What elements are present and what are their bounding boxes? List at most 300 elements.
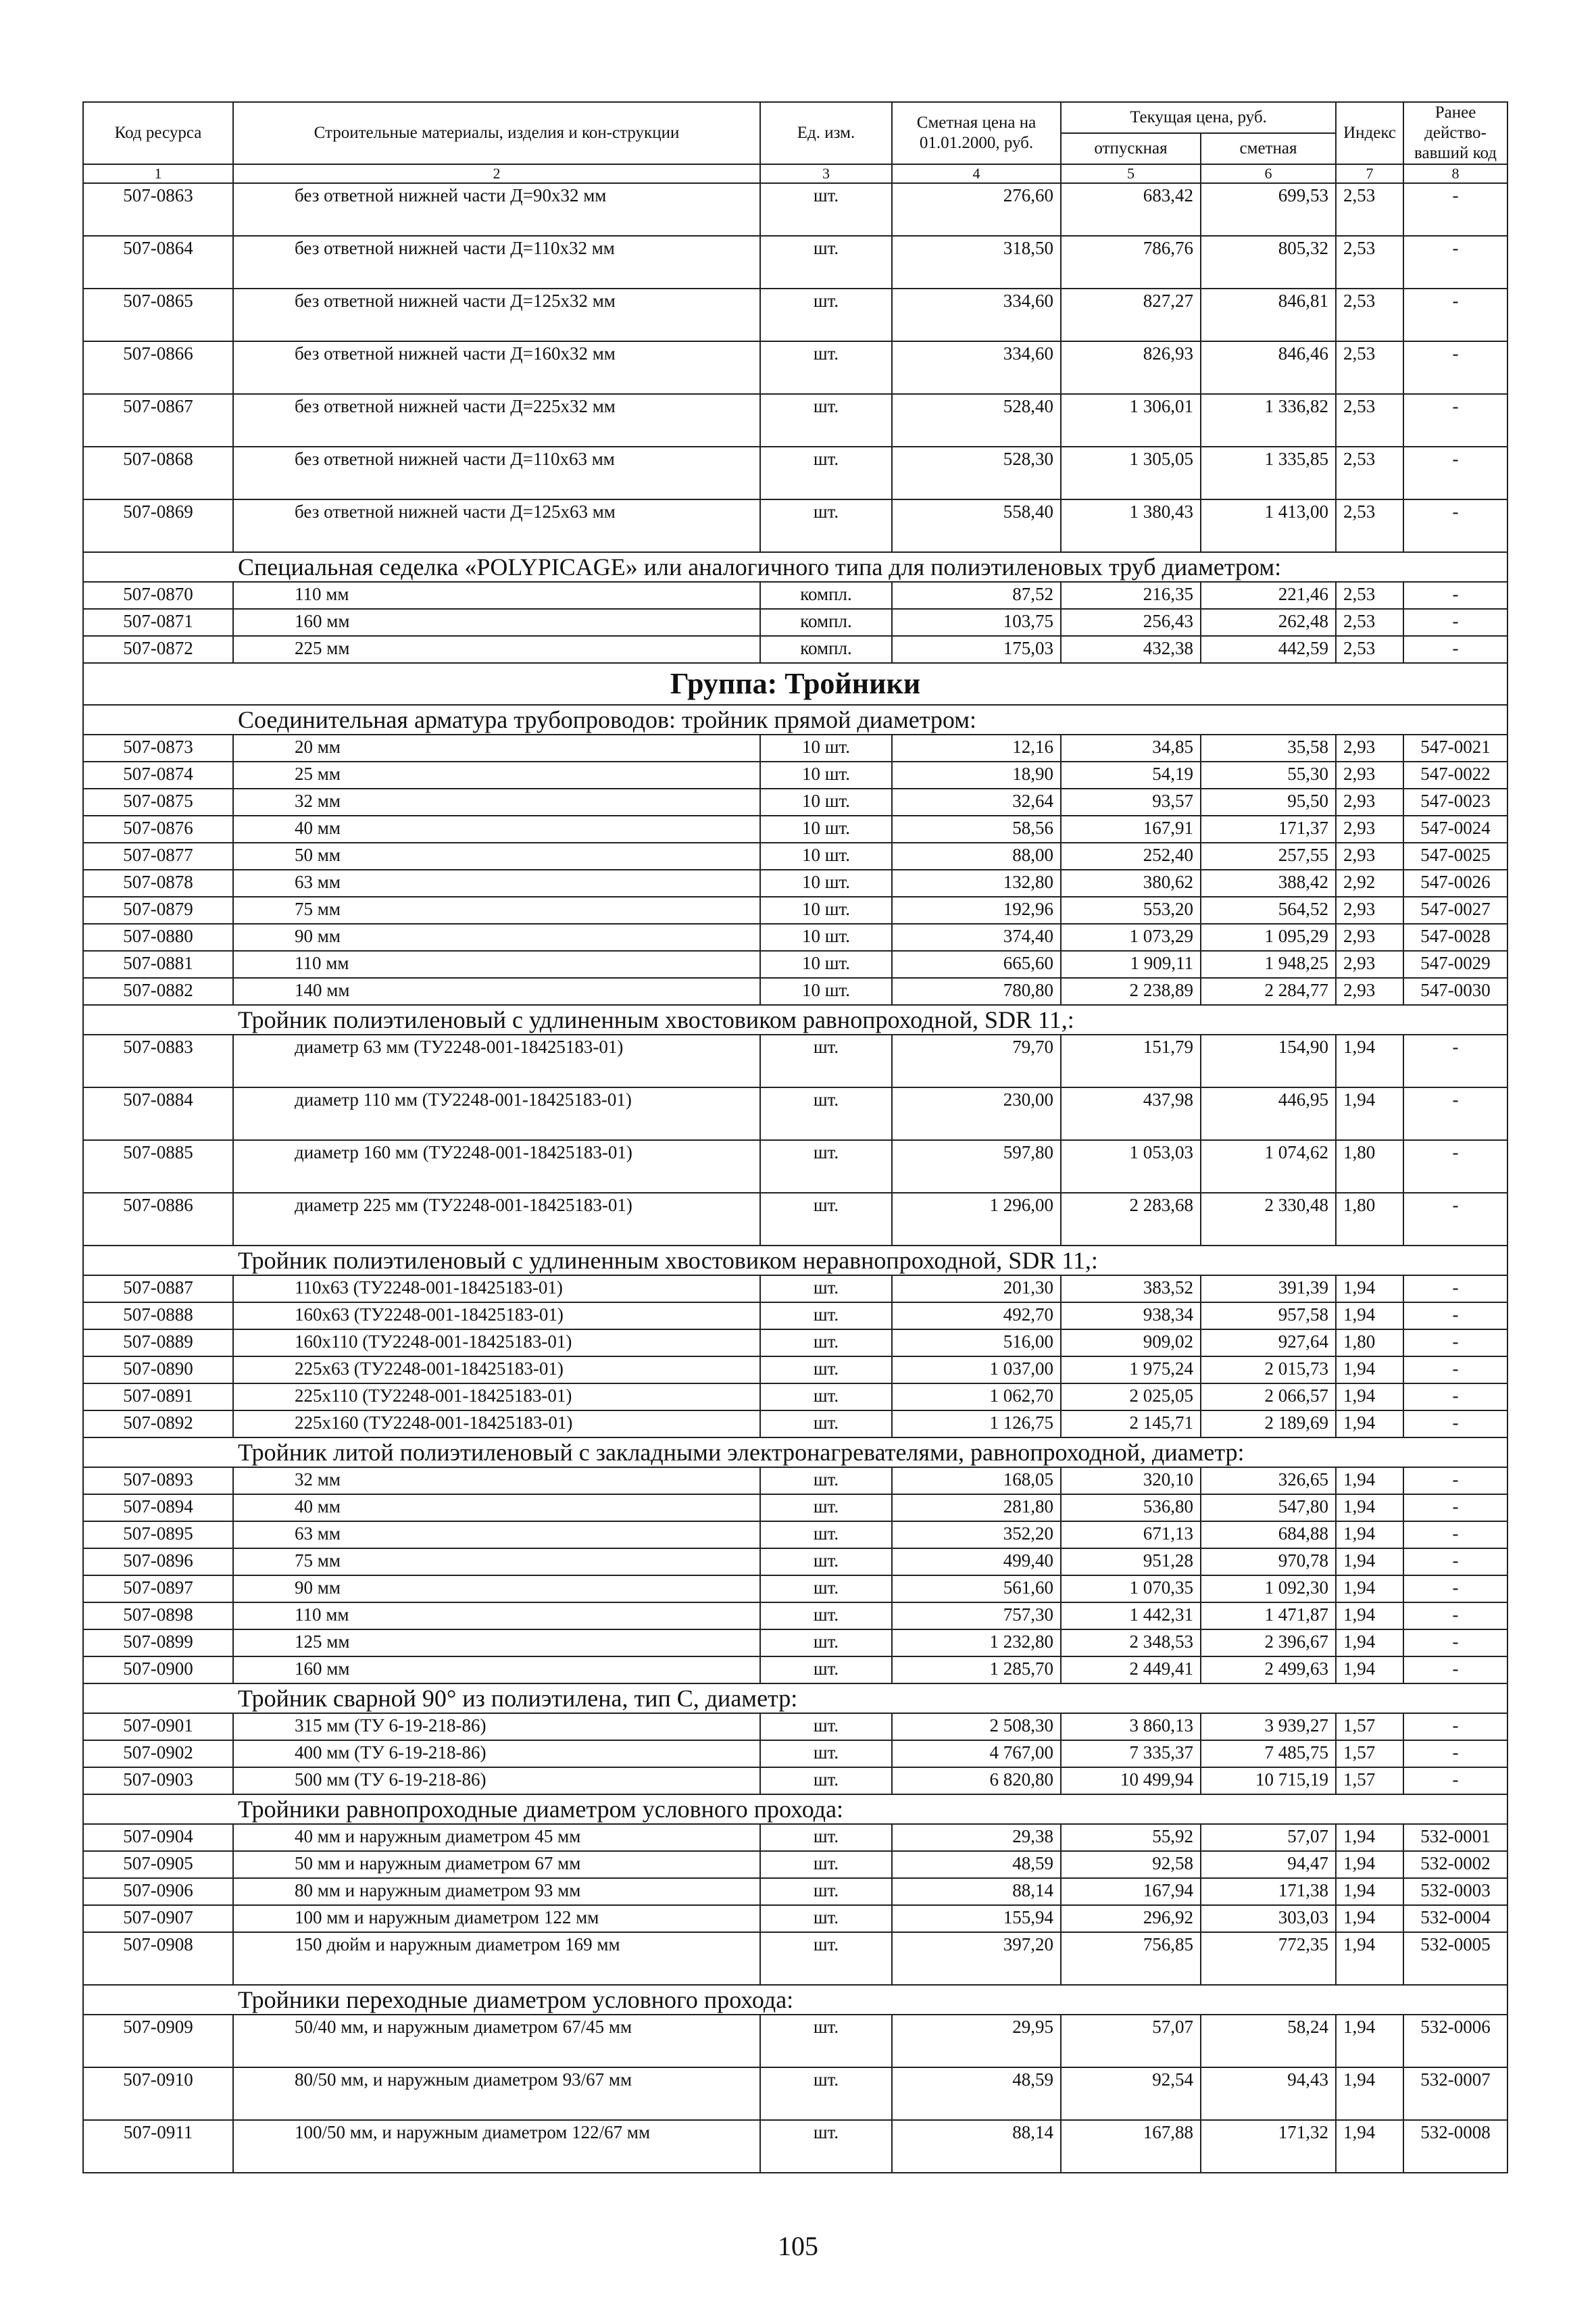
previous-code-cell: -	[1403, 1602, 1507, 1629]
unit-cell: шт.	[760, 447, 892, 499]
release-price-cell: 683,42	[1061, 183, 1201, 236]
resource-code-cell: 507-0899	[83, 1629, 233, 1656]
resource-code-cell: 507-0894	[83, 1494, 233, 1521]
table-row	[83, 499, 1507, 552]
material-name-cell: 160 мм	[233, 609, 760, 636]
release-price-cell: 536,80	[1061, 1494, 1201, 1521]
table-row	[83, 1356, 1507, 1383]
estimate-price-cell: 171,32	[1201, 2120, 1336, 2173]
release-price-cell: 671,13	[1061, 1521, 1201, 1548]
table-row	[83, 1410, 1507, 1437]
release-price-cell: 92,58	[1061, 1851, 1201, 1878]
header-unit: Ед. изм.	[760, 102, 892, 164]
material-name-cell: 50 мм и наружным диаметром 67 мм	[233, 1851, 760, 1878]
release-price-cell: 34,85	[1061, 735, 1201, 762]
release-price-cell: 92,54	[1061, 2067, 1201, 2120]
estimate-price-cell: 94,43	[1201, 2067, 1336, 2120]
resource-code-cell: 507-0892	[83, 1410, 233, 1437]
previous-code-cell: 532-0001	[1403, 1824, 1507, 1851]
section-title: Тройник литой полиэтиленовый с закладными электронагревателями, равнопроходной, диаметр:	[83, 1437, 1507, 1467]
material-name-cell: без ответной нижней части Д=110х32 мм	[233, 236, 760, 289]
estimate-price-cell: 1 948,25	[1201, 951, 1336, 978]
index-cell: 1,94	[1336, 1905, 1403, 1932]
unit-cell: шт.	[760, 1275, 892, 1302]
previous-code-cell: -	[1403, 1140, 1507, 1193]
release-price-cell: 252,40	[1061, 843, 1201, 870]
header-name: Строительные материалы, изделия и кон-струкции	[233, 102, 760, 164]
resource-code-cell: 507-0872	[83, 636, 233, 663]
estimate-price-cell: 94,47	[1201, 1851, 1336, 1878]
estimate-price-cell: 171,38	[1201, 1878, 1336, 1905]
material-name-cell: без ответной нижней части Д=225х32 мм	[233, 394, 760, 447]
table-row	[83, 1824, 1507, 1851]
header-base-price: Сметная цена на 01.01.2000, руб.	[892, 102, 1061, 164]
index-cell: 1,94	[1336, 1629, 1403, 1656]
index-cell: 1,94	[1336, 1656, 1403, 1683]
estimate-price-cell: 446,95	[1201, 1087, 1336, 1140]
material-name-cell: 110 мм	[233, 582, 760, 609]
resource-code-cell: 507-0910	[83, 2067, 233, 2120]
material-name-cell: 160 мм	[233, 1656, 760, 1683]
unit-cell: 10 шт.	[760, 762, 892, 789]
base-price-cell: 88,14	[892, 1878, 1061, 1905]
table-row	[83, 183, 1507, 236]
index-cell: 2,93	[1336, 762, 1403, 789]
estimate-price-cell: 2 066,57	[1201, 1383, 1336, 1410]
previous-code-cell: -	[1403, 1740, 1507, 1767]
material-name-cell: диаметр 225 мм (ТУ2248-001-18425183-01)	[233, 1193, 760, 1246]
section-row	[83, 1246, 1507, 1275]
table-row	[83, 1575, 1507, 1602]
material-name-cell: без ответной нижней части Д=90х32 мм	[233, 183, 760, 236]
unit-cell: 10 шт.	[760, 897, 892, 924]
previous-code-cell: -	[1403, 1521, 1507, 1548]
table-row	[83, 1193, 1507, 1246]
index-cell: 1,94	[1336, 1602, 1403, 1629]
table-row	[83, 2067, 1507, 2120]
table-header	[83, 102, 1507, 183]
estimate-price-cell: 55,30	[1201, 762, 1336, 789]
index-cell: 1,94	[1336, 2015, 1403, 2067]
estimate-price-cell: 257,55	[1201, 843, 1336, 870]
group-title: Группа: Тройники	[83, 663, 1507, 705]
material-name-cell: 50 мм	[233, 843, 760, 870]
index-cell: 2,53	[1336, 636, 1403, 663]
unit-cell: шт.	[760, 2015, 892, 2067]
estimate-price-cell: 1 335,85	[1201, 447, 1336, 499]
resource-code-cell: 507-0897	[83, 1575, 233, 1602]
base-price-cell: 88,00	[892, 843, 1061, 870]
estimate-price-cell: 154,90	[1201, 1035, 1336, 1087]
resource-code-cell: 507-0870	[83, 582, 233, 609]
unit-cell: 10 шт.	[760, 843, 892, 870]
base-price-cell: 397,20	[892, 1932, 1061, 1985]
unit-cell: шт.	[760, 1575, 892, 1602]
previous-code-cell: 532-0003	[1403, 1878, 1507, 1905]
material-name-cell: 20 мм	[233, 735, 760, 762]
estimate-price-cell: 388,42	[1201, 870, 1336, 897]
resource-code-cell: 507-0893	[83, 1467, 233, 1494]
base-price-cell: 597,80	[892, 1140, 1061, 1193]
unit-cell: шт.	[760, 1602, 892, 1629]
estimate-price-cell: 10 715,19	[1201, 1767, 1336, 1794]
estimate-price-cell: 1 095,29	[1201, 924, 1336, 951]
base-price-cell: 757,30	[892, 1602, 1061, 1629]
estimate-price-cell: 1 471,87	[1201, 1602, 1336, 1629]
unit-cell: шт.	[760, 1629, 892, 1656]
index-cell: 1,94	[1336, 1494, 1403, 1521]
previous-code-cell: -	[1403, 1467, 1507, 1494]
table-row	[83, 897, 1507, 924]
release-price-cell: 57,07	[1061, 2015, 1201, 2067]
index-cell: 1,94	[1336, 1548, 1403, 1575]
previous-code-cell: -	[1403, 289, 1507, 341]
release-price-cell: 54,19	[1061, 762, 1201, 789]
material-name-cell: 150 дюйм и наружным диаметром 169 мм	[233, 1932, 760, 1985]
table-row	[83, 582, 1507, 609]
section-row	[83, 1005, 1507, 1035]
base-price-cell: 201,30	[892, 1275, 1061, 1302]
previous-code-cell: -	[1403, 1713, 1507, 1740]
section-title: Тройники переходные диаметром условного прохода:	[83, 1985, 1507, 2015]
table-row	[83, 2015, 1507, 2067]
base-price-cell: 1 285,70	[892, 1656, 1061, 1683]
previous-code-cell: -	[1403, 1575, 1507, 1602]
index-cell: 2,53	[1336, 499, 1403, 552]
resource-code-cell: 507-0901	[83, 1713, 233, 1740]
previous-code-cell: -	[1403, 1193, 1507, 1246]
price-table	[82, 101, 1508, 2173]
release-price-cell: 383,52	[1061, 1275, 1201, 1302]
resource-code-cell: 507-0890	[83, 1356, 233, 1383]
base-price-cell: 516,00	[892, 1329, 1061, 1356]
base-price-cell: 79,70	[892, 1035, 1061, 1087]
estimate-price-cell: 1 336,82	[1201, 394, 1336, 447]
release-price-cell: 938,34	[1061, 1302, 1201, 1329]
section-title: Специальная седелка «POLYPICAGE» или аналогичного типа для полиэтиленовых труб диаметром:	[83, 552, 1507, 582]
resource-code-cell: 507-0878	[83, 870, 233, 897]
estimate-price-cell: 442,59	[1201, 636, 1336, 663]
estimate-price-cell: 7 485,75	[1201, 1740, 1336, 1767]
release-price-cell: 1 306,01	[1061, 394, 1201, 447]
unit-cell: шт.	[760, 1521, 892, 1548]
release-price-cell: 553,20	[1061, 897, 1201, 924]
unit-cell: шт.	[760, 1329, 892, 1356]
base-price-cell: 32,64	[892, 789, 1061, 816]
table-row	[83, 1467, 1507, 1494]
index-cell: 2,93	[1336, 951, 1403, 978]
release-price-cell: 1 053,03	[1061, 1140, 1201, 1193]
unit-cell: шт.	[760, 1548, 892, 1575]
unit-cell: шт.	[760, 1193, 892, 1246]
resource-code-cell: 507-0867	[83, 394, 233, 447]
index-cell: 1,94	[1336, 1356, 1403, 1383]
section-row	[83, 1794, 1507, 1824]
resource-code-cell: 507-0884	[83, 1087, 233, 1140]
resource-code-cell: 507-0895	[83, 1521, 233, 1548]
index-cell: 2,53	[1336, 609, 1403, 636]
resource-code-cell: 507-0874	[83, 762, 233, 789]
release-price-cell: 2 238,89	[1061, 978, 1201, 1005]
previous-code-cell: -	[1403, 1629, 1507, 1656]
resource-code-cell: 507-0868	[83, 447, 233, 499]
section-title: Тройник полиэтиленовый с удлиненным хвостовиком равнопроходной, SDR 11,:	[83, 1005, 1507, 1035]
resource-code-cell: 507-0909	[83, 2015, 233, 2067]
table-row	[83, 924, 1507, 951]
material-name-cell: 160х110 (ТУ2248-001-18425183-01)	[233, 1329, 760, 1356]
column-number: 8	[1403, 164, 1507, 183]
estimate-price-cell: 1 074,62	[1201, 1140, 1336, 1193]
section-title: Тройники равнопроходные диаметром условного прохода:	[83, 1794, 1507, 1824]
estimate-price-cell: 846,81	[1201, 289, 1336, 341]
estimate-price-cell: 262,48	[1201, 609, 1336, 636]
index-cell: 2,93	[1336, 924, 1403, 951]
table-row	[83, 609, 1507, 636]
material-name-cell: диаметр 63 мм (ТУ2248-001-18425183-01)	[233, 1035, 760, 1087]
estimate-price-cell: 1 413,00	[1201, 499, 1336, 552]
base-price-cell: 528,40	[892, 394, 1061, 447]
estimate-price-cell: 2 284,77	[1201, 978, 1336, 1005]
table-row	[83, 1494, 1507, 1521]
previous-code-cell: -	[1403, 1329, 1507, 1356]
material-name-cell: 400 мм (ТУ 6-19-218-86)	[233, 1740, 760, 1767]
material-name-cell: без ответной нижней части Д=125х32 мм	[233, 289, 760, 341]
release-price-cell: 167,91	[1061, 816, 1201, 843]
unit-cell: 10 шт.	[760, 789, 892, 816]
estimate-price-cell: 326,65	[1201, 1467, 1336, 1494]
unit-cell: 10 шт.	[760, 924, 892, 951]
estimate-price-cell: 957,58	[1201, 1302, 1336, 1329]
base-price-cell: 48,59	[892, 1851, 1061, 1878]
estimate-price-cell: 547,80	[1201, 1494, 1336, 1521]
unit-cell: шт.	[760, 2120, 892, 2173]
resource-code-cell: 507-0866	[83, 341, 233, 394]
unit-cell: 10 шт.	[760, 951, 892, 978]
table-row	[83, 1740, 1507, 1767]
table-row	[83, 1656, 1507, 1683]
resource-code-cell: 507-0882	[83, 978, 233, 1005]
table-body	[83, 183, 1507, 2173]
material-name-cell: 225х160 (ТУ2248-001-18425183-01)	[233, 1410, 760, 1437]
previous-code-cell: 547-0026	[1403, 870, 1507, 897]
previous-code-cell: -	[1403, 499, 1507, 552]
material-name-cell: 500 мм (ТУ 6-19-218-86)	[233, 1767, 760, 1794]
base-price-cell: 132,80	[892, 870, 1061, 897]
resource-code-cell: 507-0886	[83, 1193, 233, 1246]
material-name-cell: 315 мм (ТУ 6-19-218-86)	[233, 1713, 760, 1740]
previous-code-cell: 547-0021	[1403, 735, 1507, 762]
index-cell: 1,94	[1336, 1467, 1403, 1494]
unit-cell: шт.	[760, 236, 892, 289]
index-cell: 1,94	[1336, 1302, 1403, 1329]
release-price-cell: 167,88	[1061, 2120, 1201, 2173]
unit-cell: шт.	[760, 1851, 892, 1878]
unit-cell: компл.	[760, 582, 892, 609]
estimate-price-cell: 3 939,27	[1201, 1713, 1336, 1740]
base-price-cell: 1 062,70	[892, 1383, 1061, 1410]
index-cell: 1,57	[1336, 1740, 1403, 1767]
base-price-cell: 665,60	[892, 951, 1061, 978]
header-current-price: Текущая цена, руб.	[1061, 102, 1336, 133]
release-price-cell: 1 442,31	[1061, 1602, 1201, 1629]
base-price-cell: 168,05	[892, 1467, 1061, 1494]
unit-cell: шт.	[760, 1740, 892, 1767]
material-name-cell: без ответной нижней части Д=110х63 мм	[233, 447, 760, 499]
resource-code-cell: 507-0869	[83, 499, 233, 552]
release-price-cell: 167,94	[1061, 1878, 1201, 1905]
base-price-cell: 281,80	[892, 1494, 1061, 1521]
resource-code-cell: 507-0903	[83, 1767, 233, 1794]
base-price-cell: 230,00	[892, 1087, 1061, 1140]
base-price-cell: 88,14	[892, 2120, 1061, 2173]
unit-cell: шт.	[760, 341, 892, 394]
index-cell: 1,94	[1336, 2067, 1403, 2120]
estimate-price-cell: 564,52	[1201, 897, 1336, 924]
table-row	[83, 1140, 1507, 1193]
base-price-cell: 48,59	[892, 2067, 1061, 2120]
section-row	[83, 705, 1507, 735]
base-price-cell: 18,90	[892, 762, 1061, 789]
material-name-cell: 160х63 (ТУ2248-001-18425183-01)	[233, 1302, 760, 1329]
resource-code-cell: 507-0889	[83, 1329, 233, 1356]
index-cell: 1,94	[1336, 1851, 1403, 1878]
material-name-cell: 125 мм	[233, 1629, 760, 1656]
resource-code-cell: 507-0888	[83, 1302, 233, 1329]
estimate-price-cell: 391,39	[1201, 1275, 1336, 1302]
header-estimate-price: сметная	[1201, 133, 1336, 164]
base-price-cell: 352,20	[892, 1521, 1061, 1548]
index-cell: 2,93	[1336, 735, 1403, 762]
index-cell: 1,94	[1336, 1824, 1403, 1851]
base-price-cell: 1 232,80	[892, 1629, 1061, 1656]
resource-code-cell: 507-0883	[83, 1035, 233, 1087]
unit-cell: шт.	[760, 1494, 892, 1521]
base-price-cell: 12,16	[892, 735, 1061, 762]
base-price-cell: 374,40	[892, 924, 1061, 951]
material-name-cell: 225х63 (ТУ2248-001-18425183-01)	[233, 1356, 760, 1383]
material-name-cell: 80 мм и наружным диаметром 93 мм	[233, 1878, 760, 1905]
table-row	[83, 1851, 1507, 1878]
release-price-cell: 756,85	[1061, 1932, 1201, 1985]
base-price-cell: 334,60	[892, 289, 1061, 341]
base-price-cell: 558,40	[892, 499, 1061, 552]
previous-code-cell: 547-0028	[1403, 924, 1507, 951]
release-price-cell: 1 305,05	[1061, 447, 1201, 499]
resource-code-cell: 507-0896	[83, 1548, 233, 1575]
release-price-cell: 151,79	[1061, 1035, 1201, 1087]
base-price-cell: 334,60	[892, 341, 1061, 394]
resource-code-cell: 507-0881	[83, 951, 233, 978]
resource-code-cell: 507-0900	[83, 1656, 233, 1683]
index-cell: 2,53	[1336, 236, 1403, 289]
release-price-cell: 3 860,13	[1061, 1713, 1201, 1740]
base-price-cell: 192,96	[892, 897, 1061, 924]
previous-code-cell: -	[1403, 1356, 1507, 1383]
resource-code-cell: 507-0911	[83, 2120, 233, 2173]
material-name-cell: 80/50 мм, и наружным диаметром 93/67 мм	[233, 2067, 760, 2120]
unit-cell: шт.	[760, 1410, 892, 1437]
previous-code-cell: -	[1403, 1548, 1507, 1575]
table-row	[83, 1602, 1507, 1629]
section-row	[83, 552, 1507, 582]
resource-code-cell: 507-0879	[83, 897, 233, 924]
table-row	[83, 762, 1507, 789]
resource-code-cell: 507-0876	[83, 816, 233, 843]
index-cell: 1,80	[1336, 1140, 1403, 1193]
release-price-cell: 2 449,41	[1061, 1656, 1201, 1683]
table-row	[83, 1905, 1507, 1932]
column-number: 4	[892, 164, 1061, 183]
previous-code-cell: -	[1403, 1383, 1507, 1410]
table-row	[83, 816, 1507, 843]
unit-cell: 10 шт.	[760, 735, 892, 762]
unit-cell: шт.	[760, 1356, 892, 1383]
base-price-cell: 1 126,75	[892, 1410, 1061, 1437]
resource-code-cell: 507-0865	[83, 289, 233, 341]
base-price-cell: 29,38	[892, 1824, 1061, 1851]
index-cell: 1,94	[1336, 1521, 1403, 1548]
table-row	[83, 1713, 1507, 1740]
release-price-cell: 2 025,05	[1061, 1383, 1201, 1410]
base-price-cell: 528,30	[892, 447, 1061, 499]
table-row	[83, 236, 1507, 289]
index-cell: 2,93	[1336, 843, 1403, 870]
table-row	[83, 951, 1507, 978]
index-cell: 2,53	[1336, 447, 1403, 499]
base-price-cell: 1 296,00	[892, 1193, 1061, 1246]
estimate-price-cell: 303,03	[1201, 1905, 1336, 1932]
estimate-price-cell: 2 189,69	[1201, 1410, 1336, 1437]
base-price-cell: 499,40	[892, 1548, 1061, 1575]
resource-code-cell: 507-0908	[83, 1932, 233, 1985]
release-price-cell: 437,98	[1061, 1087, 1201, 1140]
unit-cell: шт.	[760, 1656, 892, 1683]
resource-code-cell: 507-0905	[83, 1851, 233, 1878]
index-cell: 2,53	[1336, 582, 1403, 609]
material-name-cell: 63 мм	[233, 1521, 760, 1548]
base-price-cell: 492,70	[892, 1302, 1061, 1329]
index-cell: 2,53	[1336, 183, 1403, 236]
table-row	[83, 394, 1507, 447]
material-name-cell: 40 мм	[233, 1494, 760, 1521]
column-number: 1	[83, 164, 233, 183]
previous-code-cell: -	[1403, 341, 1507, 394]
table-row	[83, 636, 1507, 663]
estimate-price-cell: 805,32	[1201, 236, 1336, 289]
release-price-cell: 256,43	[1061, 609, 1201, 636]
base-price-cell: 2 508,30	[892, 1713, 1061, 1740]
index-cell: 2,53	[1336, 341, 1403, 394]
resource-code-cell: 507-0902	[83, 1740, 233, 1767]
unit-cell: шт.	[760, 1878, 892, 1905]
previous-code-cell: -	[1403, 394, 1507, 447]
table-row	[83, 1521, 1507, 1548]
unit-cell: шт.	[760, 183, 892, 236]
base-price-cell: 561,60	[892, 1575, 1061, 1602]
material-name-cell: 100 мм и наружным диаметром 122 мм	[233, 1905, 760, 1932]
estimate-price-cell: 1 092,30	[1201, 1575, 1336, 1602]
unit-cell: шт.	[760, 1383, 892, 1410]
index-cell: 1,94	[1336, 1383, 1403, 1410]
estimate-price-cell: 846,46	[1201, 341, 1336, 394]
release-price-cell: 1 380,43	[1061, 499, 1201, 552]
release-price-cell: 216,35	[1061, 582, 1201, 609]
unit-cell: шт.	[760, 2067, 892, 2120]
estimate-price-cell: 58,24	[1201, 2015, 1336, 2067]
material-name-cell: 225х110 (ТУ2248-001-18425183-01)	[233, 1383, 760, 1410]
previous-code-cell: 532-0008	[1403, 2120, 1507, 2173]
unit-cell: 10 шт.	[760, 816, 892, 843]
